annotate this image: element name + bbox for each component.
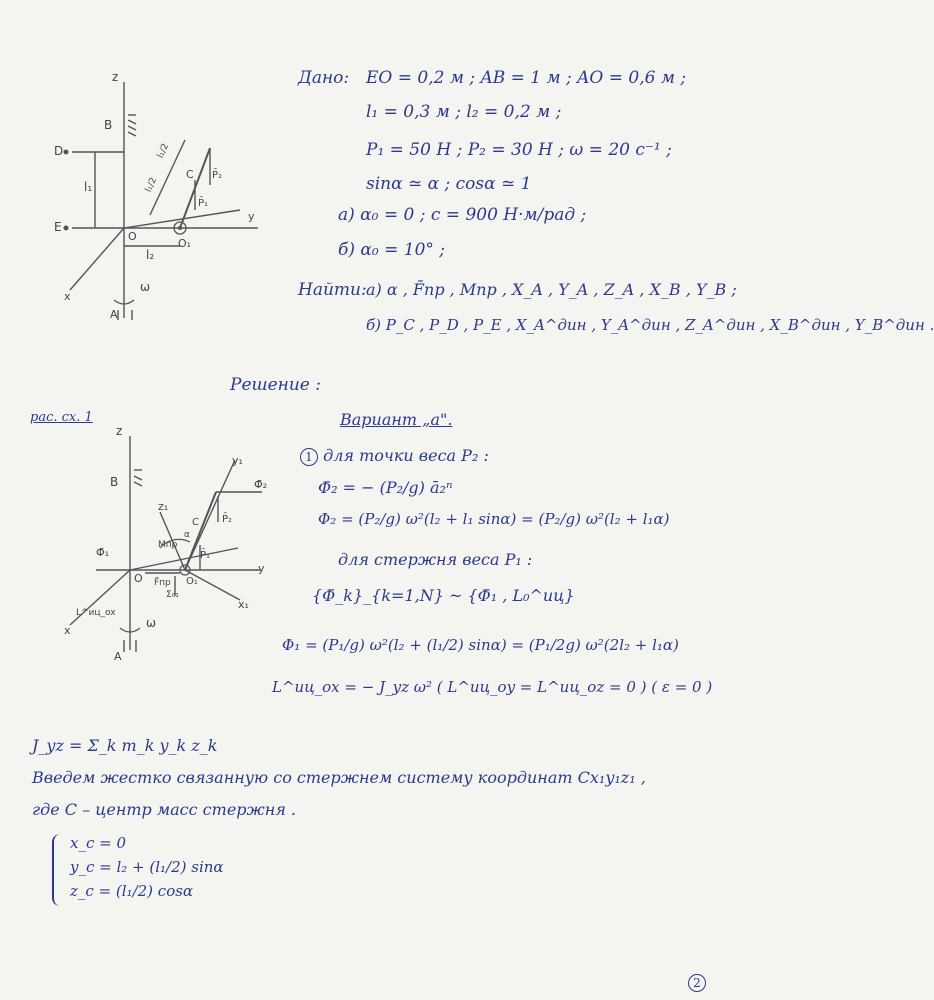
step1-number: 1 xyxy=(300,448,318,466)
system-brace xyxy=(52,834,64,906)
fig2-label-sum: Σ̄₀₁ xyxy=(166,590,179,600)
given-heading: Дано: xyxy=(298,68,350,88)
fig2-label-o: O xyxy=(134,572,143,585)
fig1-label-o: O xyxy=(128,230,137,243)
fig2-label-a: A xyxy=(114,650,122,663)
eq-phi2-magnitude: Φ₂ = (P₂/g) ω²(l₂ + l₁ sinα) = (P₂/g) ω²(l₂ + l₁α) xyxy=(318,510,670,528)
given-line-3: P₁ = 50 H ; P₂ = 30 H ; ω = 20 c⁻¹ ; xyxy=(366,140,672,160)
fig1-label-l2: l₂ xyxy=(146,248,155,262)
fig1-label-y: y xyxy=(248,210,255,223)
step1-row xyxy=(300,446,489,466)
step1-text-2: для стержня веса P₁ : xyxy=(338,550,533,569)
fig2-label-z: z xyxy=(116,424,123,438)
fig1-label-e: E xyxy=(54,220,62,234)
eq-force-system: {Φ̄_k}_{k=1,N} ~ {Φ̄₁ , L₀^иц} xyxy=(312,586,575,605)
given-line-1: EO = 0,2 м ; AB = 1 м ; AO = 0,6 м ; xyxy=(366,68,687,88)
solution-heading: Решение : xyxy=(230,375,322,395)
sys-xc: x_c = 0 xyxy=(70,834,127,852)
fig2-label-phi1: Φ̄₁ xyxy=(96,546,110,559)
fig2-label-p1: P̄₁ xyxy=(200,550,211,561)
fig2-label-o1: O₁ xyxy=(186,576,198,587)
fig2-label-x1: x₁ xyxy=(238,598,249,611)
find-line-1: а) α , F̄пр , Mпр , X_A , Y_A , Z_A , X_B , Y_B ; xyxy=(366,280,737,299)
fig1-label-l1half-top: l₁/2 xyxy=(155,142,172,160)
fig1-label-l1: l₁ xyxy=(84,180,93,194)
fig2-label-y1: y₁ xyxy=(232,454,243,467)
sys-zc: z_c = (l₁/2) cosα xyxy=(70,882,194,900)
fig1-label-z: z xyxy=(112,70,119,84)
sys-yc: y_c = l₂ + (l₁/2) sinα xyxy=(70,858,224,876)
fig1-label-b: B xyxy=(104,118,113,132)
fig1-label-omega: ω xyxy=(140,280,151,294)
fig2-caption: рас. сх. 1 xyxy=(30,410,93,425)
fig1-label-p2: P̄₂ xyxy=(212,170,223,181)
given-line-4: sinα ≃ α ; cosα ≃ 1 xyxy=(366,174,532,194)
fig2-label-mpr: Mпр xyxy=(158,540,178,550)
given-line-6: б) α₀ = 10° ; xyxy=(338,240,446,260)
eq-phi1: Φ₁ = (P₁/g) ω²(l₂ + (l₁/2) sinα) = (P₁/2g) ω²(2l₂ + l₁α) xyxy=(282,636,679,654)
fig2-label-phi2: Φ̄₂ xyxy=(254,478,268,491)
find-heading: Найти: xyxy=(298,280,367,300)
fig2-label-y: y xyxy=(258,562,265,575)
text-center-of-mass: где C – центр масс стержня . xyxy=(32,800,297,819)
variant-title: Вариант „а". xyxy=(340,410,453,429)
find-line-2: б) P_C , P_D , P_E , X_A^дин , Y_A^дин , Z_A^дин , X_B^дин , Y_B^дин . xyxy=(366,316,934,334)
given-line-5: а) α₀ = 0 ; c = 900 H·м/рад ; xyxy=(338,205,587,225)
fig2-label-c: C xyxy=(192,517,199,528)
fig2-label-lox: L^иц_ox xyxy=(76,608,116,618)
fig1-label-x: x xyxy=(64,290,71,303)
fig2-label-fpr: F̄пр xyxy=(154,578,171,588)
fig1-label-a: A xyxy=(110,308,118,321)
fig2-label-x: x xyxy=(64,624,71,637)
fig1-label-p1: P̄₁ xyxy=(198,198,209,209)
fig1-label-d: D xyxy=(54,144,64,158)
fig2-label-omega: ω xyxy=(146,616,157,630)
fig2-label-z1: z₁ xyxy=(158,500,169,513)
text-introduce-system: Введем жестко связанную со стержнем систему координат Cx₁y₁z₁ , xyxy=(32,768,646,787)
fig1-label-c: C xyxy=(186,168,194,181)
fig2-label-b: B xyxy=(110,475,119,489)
fig1-label-o1: O₁ xyxy=(178,237,192,250)
page-number: 2 xyxy=(688,974,706,992)
fig2-label-alpha: α xyxy=(184,530,190,540)
eq-jyz: J_yz = Σ_k m_k y_k z_k xyxy=(32,736,218,755)
eq-phi2-vector: Φ̄₂ = − (P₂/g) ā₂ⁿ xyxy=(318,478,453,497)
step1-text: для точки веса P₂ : xyxy=(323,446,489,465)
fig2-label-p2: P̄₂ xyxy=(222,514,233,525)
given-line-2: l₁ = 0,3 м ; l₂ = 0,2 м ; xyxy=(366,102,562,122)
eq-lox: L^иц_ox = − J_yz ω² ( L^иц_oy = L^иц_oz = 0 ) ( ε = 0 ) xyxy=(272,678,713,696)
fig1-label-l1half-bot: l₁/2 xyxy=(143,176,160,194)
